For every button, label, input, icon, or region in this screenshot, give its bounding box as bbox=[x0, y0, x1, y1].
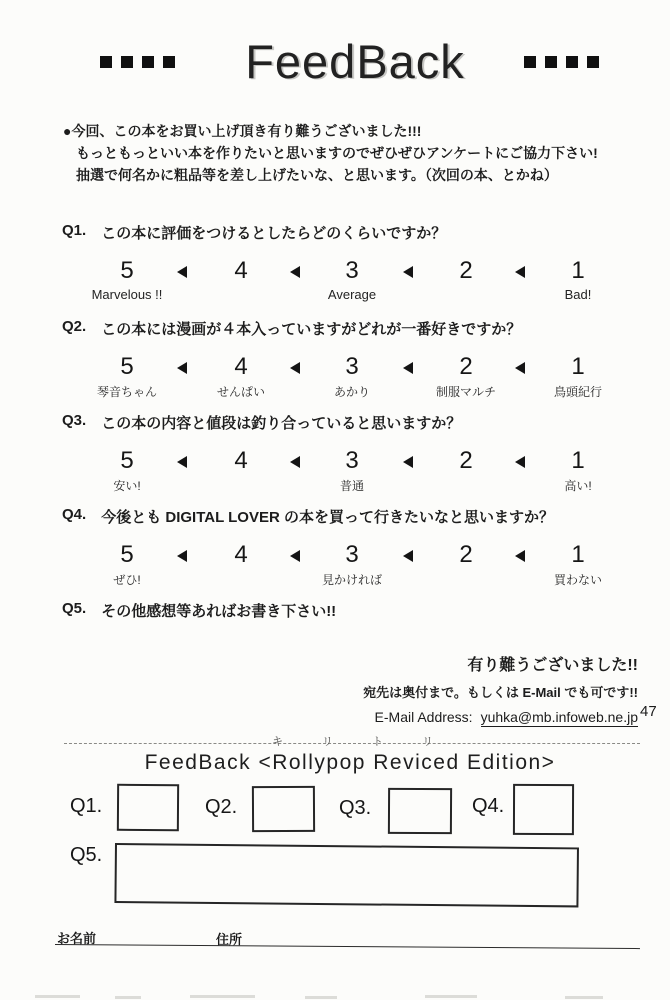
rating-number: 4 bbox=[234, 541, 248, 568]
form-field-label-q4: Q4. bbox=[472, 795, 505, 817]
rating-number: 2 bbox=[459, 353, 473, 380]
square-bullet-icon bbox=[121, 56, 133, 68]
rating-label: 安い! bbox=[113, 479, 141, 493]
square-bullet-icon bbox=[163, 56, 175, 68]
page-number: 47 bbox=[640, 703, 657, 720]
answer-box-q5 bbox=[114, 843, 579, 907]
rating-number: 5 bbox=[120, 353, 134, 380]
scan-smudge bbox=[305, 996, 337, 999]
form-field-label-q1: Q1. bbox=[70, 795, 103, 817]
decorative-dots-right bbox=[524, 56, 599, 68]
rating-option-2 bbox=[416, 354, 516, 400]
intro-line: ●今回、この本をお買い上げ頂き有り難うございました!!! bbox=[63, 123, 422, 139]
left-arrow-icon bbox=[290, 550, 300, 562]
rating-scale bbox=[0, 542, 670, 602]
rating-label: Bad! bbox=[564, 287, 592, 302]
rating-option-2 bbox=[416, 542, 516, 571]
rating-number: 5 bbox=[120, 541, 134, 568]
kiritori-label: キ リ ト リ bbox=[272, 736, 451, 748]
intro-line: 抽選で何名かに粗品等を差し上げたいな、と思います。（次回の本、とかね） bbox=[76, 167, 558, 183]
question-text: この本の内容と値段は釣り合っていると思いますか？ bbox=[101, 415, 462, 432]
question-text: 今後とも DIGITAL LOVER の本を買って行きたいなと思いますか？ bbox=[101, 509, 554, 526]
rating-option-3 bbox=[302, 448, 402, 494]
email-address: yuhka@mb.infoweb.ne.jp bbox=[480, 709, 638, 725]
rating-number: 1 bbox=[571, 257, 585, 284]
question-text: この本には漫画が４本入っていますがどれが一番好きですか？ bbox=[101, 321, 522, 338]
rating-option-5 bbox=[77, 542, 177, 588]
thanks-line: 有り難うございました!! bbox=[467, 657, 638, 674]
rating-option-4 bbox=[191, 542, 291, 571]
answer-box-q4 bbox=[513, 784, 574, 835]
scan-smudge bbox=[115, 996, 141, 999]
left-arrow-icon bbox=[403, 362, 413, 374]
rating-number: 5 bbox=[120, 447, 134, 474]
name-label: お名前 bbox=[57, 931, 97, 946]
intro-paragraph bbox=[63, 120, 615, 186]
address-label: 住所 bbox=[216, 932, 243, 947]
rating-number: 4 bbox=[234, 257, 248, 284]
left-arrow-icon bbox=[403, 550, 413, 562]
left-arrow-icon bbox=[515, 266, 525, 278]
rating-number: 2 bbox=[459, 447, 473, 474]
rating-label: 高い! bbox=[564, 479, 592, 493]
rating-number: 3 bbox=[345, 257, 359, 284]
left-arrow-icon bbox=[403, 266, 413, 278]
square-bullet-icon bbox=[587, 56, 599, 68]
rating-number: 1 bbox=[571, 447, 585, 474]
rating-number: 2 bbox=[459, 541, 473, 568]
question-heading bbox=[62, 318, 521, 339]
left-arrow-icon bbox=[290, 266, 300, 278]
left-arrow-icon bbox=[177, 266, 187, 278]
question-text: この本に評価をつけるとしたらどのくらいですか？ bbox=[101, 225, 447, 242]
question-heading bbox=[62, 222, 446, 243]
rating-number: 4 bbox=[234, 353, 248, 380]
rating-label: 鳥頭紀行 bbox=[553, 385, 602, 399]
rating-label: 制服マルチ bbox=[435, 385, 496, 399]
left-arrow-icon bbox=[290, 456, 300, 468]
square-bullet-icon bbox=[524, 56, 536, 68]
left-arrow-icon bbox=[515, 362, 525, 374]
contact-line: 宛先は奥付まで。もしくは E-Mail でも可です!! bbox=[363, 685, 638, 700]
left-arrow-icon bbox=[403, 456, 413, 468]
rating-option-1 bbox=[528, 542, 628, 588]
rating-number: 2 bbox=[459, 257, 473, 284]
rating-option-3 bbox=[302, 258, 402, 302]
rating-label: 見かければ bbox=[321, 573, 382, 587]
scan-smudge bbox=[425, 995, 477, 998]
rating-number: 1 bbox=[571, 541, 585, 568]
rating-scale bbox=[0, 448, 670, 508]
rating-label: ぜひ! bbox=[113, 573, 141, 587]
left-arrow-icon bbox=[515, 456, 525, 468]
rating-option-4 bbox=[191, 354, 291, 400]
left-arrow-icon bbox=[177, 550, 187, 562]
rating-number: 3 bbox=[345, 447, 359, 474]
square-bullet-icon bbox=[100, 56, 112, 68]
rating-option-5 bbox=[77, 448, 177, 494]
rating-label: 普通 bbox=[339, 479, 364, 493]
square-bullet-icon bbox=[566, 56, 578, 68]
rating-option-3 bbox=[302, 542, 402, 588]
intro-line: もっともっといい本を作りたいと思いますのでぜひぜひアンケートにご協力下さい! bbox=[76, 145, 598, 161]
square-bullet-icon bbox=[142, 56, 154, 68]
rating-option-1 bbox=[528, 448, 628, 494]
rating-scale bbox=[0, 354, 670, 414]
question-heading bbox=[62, 600, 336, 621]
thanks-note bbox=[363, 652, 638, 725]
left-arrow-icon bbox=[177, 362, 187, 374]
rating-scale bbox=[0, 258, 670, 318]
rating-label: 琴音ちゃん bbox=[96, 385, 157, 399]
email-label: E-Mail Address: bbox=[374, 709, 473, 725]
name-address-line bbox=[55, 944, 640, 949]
form-title: FeedBack <Rollypop Reviced Edition> bbox=[144, 751, 556, 774]
rating-option-5 bbox=[77, 354, 177, 400]
rating-number: 4 bbox=[234, 447, 248, 474]
left-arrow-icon bbox=[515, 550, 525, 562]
form-field-label-q2: Q2. bbox=[205, 796, 238, 818]
page-title: FeedBack bbox=[245, 35, 465, 88]
form-field-label-q5: Q5. bbox=[70, 844, 103, 866]
rating-option-1 bbox=[528, 258, 628, 302]
rating-option-5 bbox=[77, 258, 177, 302]
rating-number: 3 bbox=[345, 353, 359, 380]
question-heading bbox=[62, 412, 461, 433]
rating-label: せんぱい bbox=[216, 385, 265, 399]
rating-option-2 bbox=[416, 258, 516, 287]
rating-number: 5 bbox=[120, 257, 134, 284]
scan-smudge bbox=[35, 995, 80, 998]
rating-number: 1 bbox=[571, 353, 585, 380]
question-id: Q3. bbox=[62, 412, 87, 429]
rating-number: 3 bbox=[345, 541, 359, 568]
question-id: Q5. bbox=[62, 600, 87, 617]
rating-label: あかり bbox=[333, 385, 370, 399]
answer-box-q2 bbox=[252, 786, 315, 832]
rating-option-3 bbox=[302, 354, 402, 400]
question-text: その他感想等あればお書き下さい!! bbox=[101, 603, 337, 620]
answer-box-q1 bbox=[117, 784, 179, 831]
email-row bbox=[363, 709, 638, 725]
left-arrow-icon bbox=[290, 362, 300, 374]
scan-smudge bbox=[565, 996, 603, 999]
square-bullet-icon bbox=[545, 56, 557, 68]
rating-option-4 bbox=[191, 258, 291, 287]
question-id: Q4. bbox=[62, 506, 87, 523]
question-id: Q1. bbox=[62, 222, 87, 239]
left-arrow-icon bbox=[177, 456, 187, 468]
rating-option-4 bbox=[191, 448, 291, 477]
rating-label: Average bbox=[327, 287, 377, 302]
question-heading bbox=[62, 506, 554, 527]
rating-option-1 bbox=[528, 354, 628, 400]
rating-label: Marvelous !! bbox=[91, 287, 163, 302]
answer-box-q3 bbox=[388, 788, 452, 834]
decorative-dots-left bbox=[100, 56, 175, 68]
rating-option-2 bbox=[416, 448, 516, 477]
form-field-label-q3: Q3. bbox=[339, 797, 372, 819]
rating-label: 買わない bbox=[553, 573, 602, 587]
scan-smudge bbox=[190, 995, 255, 998]
question-id: Q2. bbox=[62, 318, 87, 335]
